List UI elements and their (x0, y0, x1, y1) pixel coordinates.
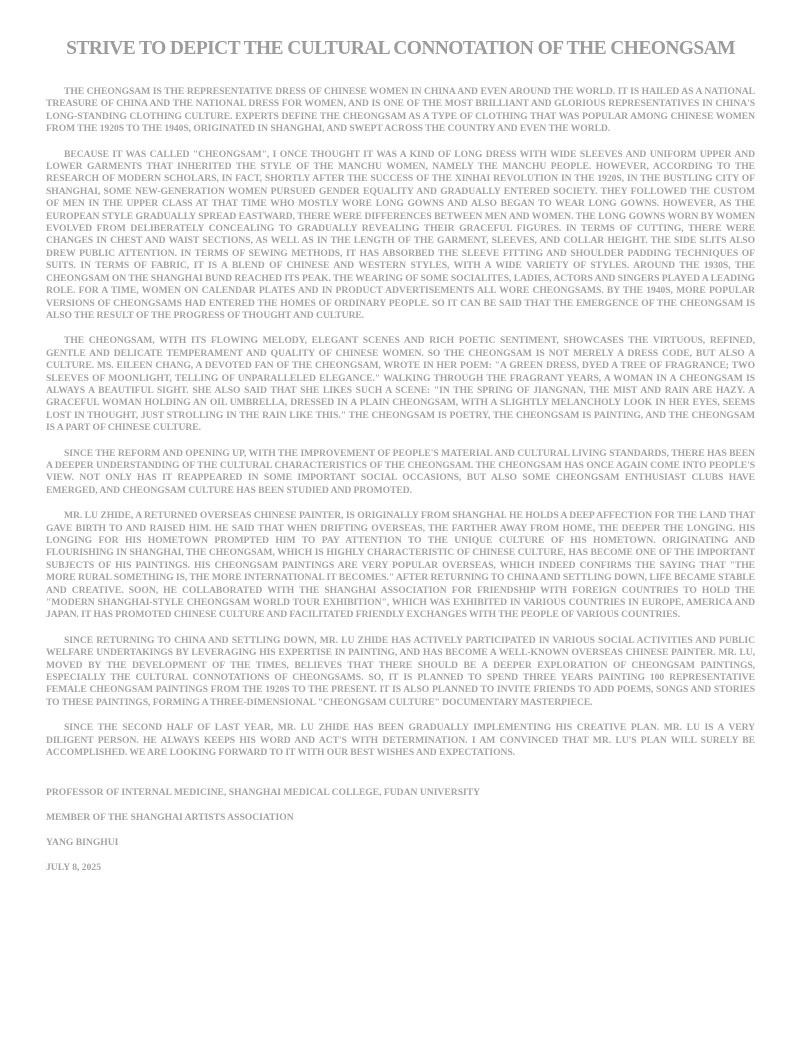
paragraph-2: BECAUSE IT WAS CALLED "CHEONGSAM", I ONCE THOUGHT IT WAS A KIND OF LONG DRESS WITH WIDE SLEEVES AND UNIFORM UPPER AND LOWER GARMENTS THAT INHERITED THE STYLE OF THE MANCHU WOMEN, NAMELY THE MANCHU PEOPLE. HOWEVER, ACCORDING TO THE RESEARCH OF MODERN SCHOLARS, IN FACT, SHORTLY AFTER THE SUCCESS OF THE XINHAI REVOLUTION IN THE 1920S, IN THE BUSTLING CITY OF SHANGHAI, SOME NEW-GENERATION WOMEN PURSUED GENDER EQUALITY AND GRADUALLY ENTERED SOCIETY. THEY FOLLOWED THE CUSTOM OF MEN IN THE UPPER CLASS AT THAT TIME WHO MOSTLY WORE LONG GOWNS AND ALSO BEGAN TO WEAR LONG GOWNS. HOWEVER, AS THE EUROPEAN STYLE GRADUALLY SPREAD EASTWARD, THERE WERE DIFFERENCES BETWEEN MEN AND WOMEN. THE LONG GOWNS WORN BY WOMEN EVOLVED FROM DELIBERATELY CONCEALING TO GRADUALLY REVEALING THEIR GRACEFUL FIGURES. IN TERMS OF CUTTING, THERE WERE CHANGES IN CHEST AND WAIST SECTIONS, AS WELL AS IN THE LENGTH OF THE GARMENT, SLEEVES, AND COLLAR HEIGHT. THE SIDE SLITS ALSO DREW PUBLIC ATTENTION. IN TERMS OF SEWING METHODS, IT HAS ABSORBED THE SLEEVE FITTING AND SHOULDER PADDING TECHNIQUES OF SUITS. IN TERMS OF FABRIC, IT IS A BLEND OF CHINESE AND WESTERN STYLES, WITH A WIDE VARIETY OF STYLES. AROUND THE 1930S, THE CHEONGSAM ON THE SHANGHAI BUND REACHED ITS PEAK. THE WEARING OF SOME SOCIALITES, LADIES, ACTORS AND SINGERS PLAYED A LEADING ROLE. FOR A TIME, WOMEN ON CALENDAR PLATES AND IN PRODUCT ADVERTISEMENTS ALL WORE CHEONGSAMS. BY THE 1940S, MORE POPULAR VERSIONS OF CHEONGSAMS HAD ENTERED THE HOMES OF ORDINARY PEOPLE. SO IT CAN BE SAID THAT THE EMERGENCE OF THE CHEONGSAM IS ALSO THE RESULT OF THE PROGRESS OF THOUGHT AND CULTURE. (46, 148, 755, 321)
document-date: JULY 8, 2025 (46, 862, 101, 874)
paragraph-6: SINCE RETURNING TO CHINA AND SETTLING DOWN, MR. LU ZHIDE HAS ACTIVELY PARTICIPATED IN VARIOUS SOCIAL ACTIVITIES AND PUBLIC WELFARE UNDERTAKINGS BY LEVERAGING HIS EXPERTISE IN PAINTING, AND HAS BECOME A WELL-KNOWN OVERSEAS CHINESE PAINTER. MR. LU, MOVED BY THE DEVELOPMENT OF THE TIMES, BELIEVES THAT THERE SHOULD BE A DEEPER EXPLORATION OF CHEONGSAM PAINTINGS, ESPECIALLY THE CULTURAL CONNOTATIONS OF CHEONGSAMS. SO, IT IS PLANNED TO SPEND THREE YEARS PAINTING 100 REPRESENTATIVE FEMALE CHEONGSAM PAINTINGS FROM THE 1920S TO THE PRESENT. IT IS ALSO PLANNED TO INVITE FRIENDS TO ADD POEMS, SONGS AND STORIES TO THESE PAINTINGS, FORMING A THREE-DIMENSIONAL "CHEONGSAM CULTURE" DOCUMENTARY MASTERPIECE. (46, 634, 755, 708)
article-body (46, 86, 755, 760)
document-title: STRIVE TO DEPICT THE CULTURAL CONNOTATION OF THE CHEONGSAM (66, 38, 735, 59)
paragraph-5: MR. LU ZHIDE, A RETURNED OVERSEAS CHINESE PAINTER, IS ORIGINALLY FROM SHANGHAI. HE HOLDS A DEEP AFFECTION FOR THE LAND THAT GAVE BIRTH TO AND RAISED HIM. HE SAID THAT WHEN DRIFTING OVERSEAS, THE FARTHER AWAY FROM HOME, THE DEEPER THE LONGING. HIS LONGING FOR HIS HOMETOWN PROMPTED HIM TO PAY ATTENTION TO THE UNIQUE CULTURE OF HIS HOMETOWN. ORIGINATING AND FLOURISHING IN SHANGHAI, THE CHEONGSAM, WHICH IS HIGHLY CHARACTERISTIC OF CHINESE CULTURE, HAS BECOME ONE OF THE IMPORTANT SUBJECTS OF HIS PAINTINGS. HIS CHEONGSAM PAINTINGS ARE VERY POPULAR OVERSEAS, WHICH INDEED CONFIRMS THE SAYING THAT "THE MORE RURAL SOMETHING IS, THE MORE INTERNATIONAL IT BECOMES." AFTER RETURNING TO CHINA AND SETTLING DOWN, LIFE BECAME STABLE AND CREATIVE. SOON, HE COLLABORATED WITH THE SHANGHAI ASSOCIATION FOR FRIENDSHIP WITH FOREIGN COUNTRIES TO HOLD THE "MODERN SHANGHAI-STYLE CHEONGSAM WORLD TOUR EXHIBITION", WHICH WAS EXHIBITED IN VARIOUS COUNTRIES IN EUROPE, AMERICA AND JAPAN. IT HAS PROMOTED CHINESE CULTURE AND FACILITATED FRIENDLY EXCHANGES WITH THE PEOPLE OF VARIOUS COUNTRIES. (46, 510, 755, 621)
paragraph-7: SINCE THE SECOND HALF OF LAST YEAR, MR. LU ZHIDE HAS BEEN GRADUALLY IMPLEMENTING HIS CREATIVE PLAN. MR. LU IS A VERY DILIGENT PERSON. HE ALWAYS KEEPS HIS WORD AND ACT'S WITH DETERMINATION. I AM CONVINCED THAT MR. LU'S PLAN WILL SURELY BE ACCOMPLISHED. WE ARE LOOKING FORWARD TO IT WITH OUR BEST WISHES AND EXPECTATIONS. (46, 722, 755, 759)
author-membership: MEMBER OF THE SHANGHAI ARTISTS ASSOCIATION (46, 811, 294, 823)
paragraph-3: THE CHEONGSAM, WITH ITS FLOWING MELODY, ELEGANT SCENES AND RICH POETIC SENTIMENT, SHOWCASES THE VIRTUOUS, REFINED, GENTLE AND DELICATE TEMPERAMENT AND QUALITY OF CHINESE WOMEN. SO THE CHEONGSAM IS NOT MERELY A DRESS CODE, BUT ALSO A CULTURE. MS. EILEEN CHANG, A DEVOTED FAN OF THE CHEONGSAM, WROTE IN HER POEM: "A GREEN DRESS, DYED A TREE OF FRAGRANCE; TWO SLEEVES OF MOONLIGHT, TELLING OF UNPARALLELED ELEGANCE." WALKING THROUGH THE FRAGRANT YEARS, A WOMAN IN A CHEONGSAM IS ALWAYS A BEAUTIFUL SIGHT. SHE ALSO SAID THAT SHE LIKES SUCH A SCENE: "IN THE SPRING OF JIANGNAN, THE MIST AND RAIN ARE HAZY. A GRACEFUL WOMAN HOLDING AN OIL UMBRELLA, DRESSED IN A PLAIN CHEONGSAM, WITH A SLIGHTLY MELANCHOLY LOOK IN HER EYES, SEEMS LOST IN THOUGHT, JUST STROLLING IN THE RAIN LIKE THIS." THE CHEONGSAM IS POETRY, THE CHEONGSAM IS PAINTING, AND THE CHEONGSAM IS A PART OF CHINESE CULTURE. (46, 335, 755, 434)
signature-block (46, 787, 755, 875)
paragraph-4: SINCE THE REFORM AND OPENING UP, WITH THE IMPROVEMENT OF PEOPLE'S MATERIAL AND CULTURAL LIVING STANDARDS, THERE HAS BEEN A DEEPER UNDERSTANDING OF THE CULTURAL CHARACTERISTICS OF THE CHEONGSAM. THE CHEONGSAM HAS ONCE AGAIN COME INTO PEOPLE'S VIEW. NOT ONLY HAS IT REAPPEARED IN SOME IMPORTANT SOCIAL OCCASIONS, BUT ALSO SOME CHEONGSAM ENTHUSIAST CLUBS HAVE EMERGED, AND CHEONGSAM CULTURE HAS BEEN STUDIED AND PROMOTED. (46, 447, 755, 496)
author-affiliation: PROFESSOR OF INTERNAL MEDICINE, SHANGHAI MEDICAL COLLEGE, FUDAN UNIVERSITY (46, 786, 481, 798)
paragraph-1: THE CHEONGSAM IS THE REPRESENTATIVE DRESS OF CHINESE WOMEN IN CHINA AND EVEN AROUND THE WORLD. IT IS HAILED AS A NATIONAL TREASURE OF CHINA AND THE NATIONAL DRESS FOR WOMEN, AND IS ONE OF THE MOST BRILLIANT AND GLORIOUS REPRESENTATIVES IN CHINA'S LONG-STANDING CLOTHING CULTURE. EXPERTS DEFINE THE CHEONGSAM AS A TYPE OF CLOTHING THAT WAS POPULAR AMONG CHINESE WOMEN FROM THE 1920S TO THE 1940S, ORIGINATED IN SHANGHAI, AND SWEPT ACROSS THE COUNTRY AND EVEN THE WORLD. (46, 86, 755, 135)
author-name: YANG BINGHUI (46, 836, 119, 848)
